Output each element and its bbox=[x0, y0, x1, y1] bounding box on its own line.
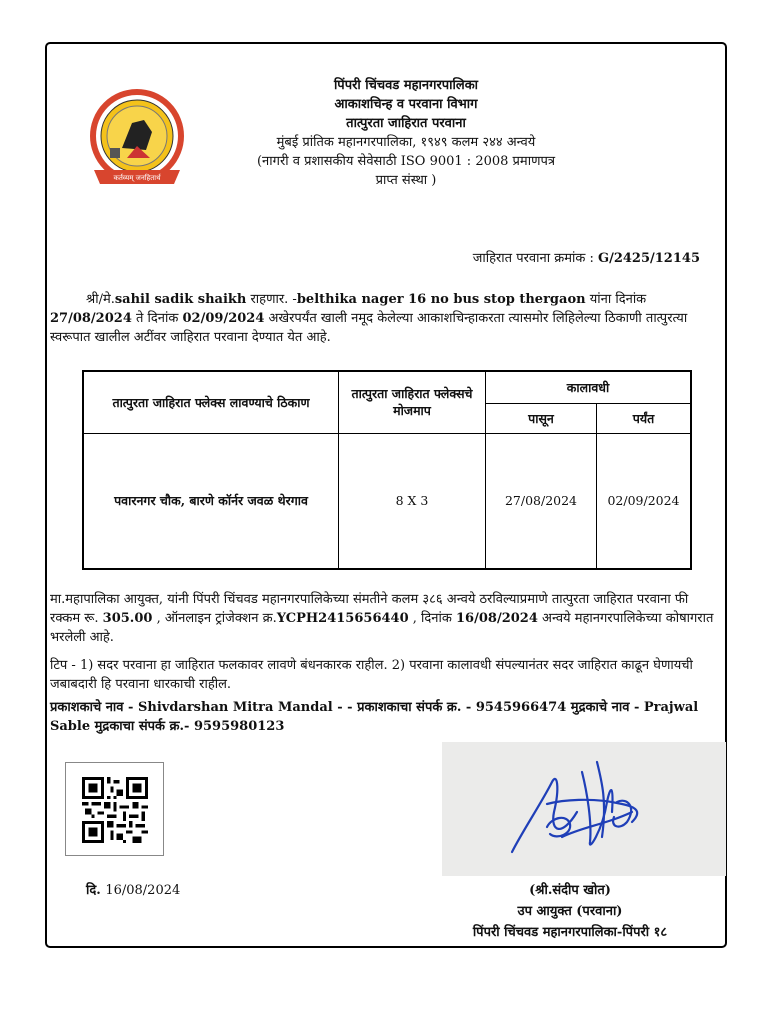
signatory-block bbox=[440, 880, 700, 943]
printer-name: Prajwal Sable bbox=[50, 700, 699, 734]
applicant-name: sahil sadik shaikh bbox=[114, 292, 247, 307]
publisher-paragraph bbox=[50, 698, 720, 736]
qr-code-box bbox=[65, 762, 164, 856]
intro-rest: अखेरपर्यंत खाली नमूद केलेल्या आकाशचिन्हाकरता त्यासमोर लिहिलेल्या ठिकाणी तात्पुरत्या स्वरूपात खालील अटींवर जाहिरात परवाना देण्यात येत आहे. bbox=[50, 311, 688, 345]
header-department: आकाशचिन्ह व परवाना विभाग bbox=[334, 97, 478, 112]
signatory-designation: उप आयुक्त (परवाना) bbox=[517, 904, 623, 919]
header-iso-cont: प्राप्त संस्था ) bbox=[375, 173, 437, 188]
permit-table bbox=[82, 370, 692, 570]
note-paragraph: टिप - 1) सदर परवाना हा जाहिरात फलकावर लावणे बंधनकारक राहील. 2) परवाना कालावधी संपल्यानंतर सदर जाहिरात काढून घेणायची जबाबदारी हि परवाना धारकाची राहील. bbox=[50, 658, 693, 692]
fee-text-4: अन्वये महानगरपालिकेच्या कोषागरात भरलेली आहे. bbox=[50, 611, 714, 645]
intro-prefix: श्री/मे. bbox=[86, 292, 115, 307]
signatory-name: (श्री.संदीप खोत) bbox=[529, 883, 611, 898]
col-period-header: कालावधी bbox=[486, 371, 692, 403]
fee-text-3: , दिनांक bbox=[408, 611, 457, 626]
qr-code-icon bbox=[82, 777, 148, 843]
signatory-org: पिंपरी चिंचवड महानगरपालिका-पिंपरी १८ bbox=[472, 925, 668, 940]
table-row bbox=[83, 433, 691, 569]
row-to: 02/09/2024 bbox=[597, 433, 692, 569]
col-size-header: तात्पुरता जाहिरात फ्लेक्सचे मोजमाप bbox=[339, 371, 486, 433]
fee-amount: 305.00 bbox=[102, 611, 153, 626]
row-from: 27/08/2024 bbox=[486, 433, 597, 569]
fee-text-2: , ऑनलाइन ट्रांजेक्शन क्र. bbox=[152, 611, 277, 626]
intro-to-text: ते दिनांक bbox=[131, 311, 183, 326]
intro-paragraph bbox=[50, 290, 720, 347]
publisher-label: प्रकाशकाचे नाव - bbox=[50, 700, 138, 715]
handwritten-signature bbox=[442, 742, 726, 876]
intro-from-date: 27/08/2024 bbox=[50, 311, 132, 326]
intro-to-date: 02/09/2024 bbox=[182, 311, 265, 326]
col-to-header: पर्यंत bbox=[597, 403, 692, 433]
col-from-header: पासून bbox=[486, 403, 597, 433]
transaction-id: YCPH2415656440 bbox=[276, 611, 409, 626]
header-org: पिंपरी चिंचवड महानगरपालिका bbox=[333, 78, 479, 93]
printer-contact: 9595980123 bbox=[193, 719, 285, 734]
date-value: 16/08/2024 bbox=[105, 883, 181, 898]
signature-image bbox=[442, 742, 726, 876]
row-size: 8 X 3 bbox=[339, 433, 486, 569]
fee-text: मा.महापालिका आयुक्त, यांनी पिंपरी चिंचवड महानगरपालिकेच्या संमतीने कलम ३८६ अन्वये ठरविल्याप्रमाणे तात्पुरता जाहिरात परवाना फी रक्कम रू. bbox=[50, 592, 689, 626]
header-title: तात्पुरता जाहिरात परवाना bbox=[346, 116, 466, 131]
intro-text: यांना दिनांक bbox=[585, 292, 647, 307]
permit-number: G/2425/12145 bbox=[597, 251, 700, 266]
issue-date bbox=[86, 880, 180, 898]
printer-contact-label: मुद्रकाचा संपर्क क्र.- bbox=[94, 719, 194, 734]
intro-resides: राहणार. - bbox=[246, 292, 297, 307]
publisher-contact-label: प्रकाशकाचा संपर्क क्र. - bbox=[357, 700, 476, 715]
fee-date: 16/08/2024 bbox=[456, 611, 538, 626]
applicant-address: belthika nager 16 no bus stop thergaon bbox=[296, 292, 586, 307]
header-act: मुंबई प्रांतिक महानगरपालिका, १९४९ कलम २४४ अन्वये bbox=[276, 135, 536, 150]
permit-number-line bbox=[300, 248, 700, 266]
publisher-contact: 9545966474 bbox=[475, 700, 571, 715]
pcmc-emblem-logo bbox=[82, 88, 192, 198]
logo-banner-text: कर्तव्यम् जनहितार्थ bbox=[113, 174, 161, 182]
date-label: दि. bbox=[86, 883, 106, 898]
permit-label: जाहिरात परवाना क्रमांक : bbox=[472, 251, 598, 266]
document-header bbox=[210, 76, 602, 190]
col-location-header: तात्पुरता जाहिरात फ्लेक्स लावण्याचे ठिकाण bbox=[83, 371, 339, 433]
fee-paragraph bbox=[50, 590, 720, 647]
printer-label: मुद्रकाचे नाव - bbox=[570, 700, 644, 715]
row-location: पवारनगर चौक, बारणे कॉर्नर जवळ थेरगाव bbox=[83, 433, 339, 569]
header-iso: (नागरी व प्रशासकीय सेवेसाठी ISO 9001 : 2008 प्रमाणपत्र bbox=[256, 154, 556, 169]
publisher-name: Shivdarshan Mitra Mandal - - bbox=[137, 700, 358, 715]
